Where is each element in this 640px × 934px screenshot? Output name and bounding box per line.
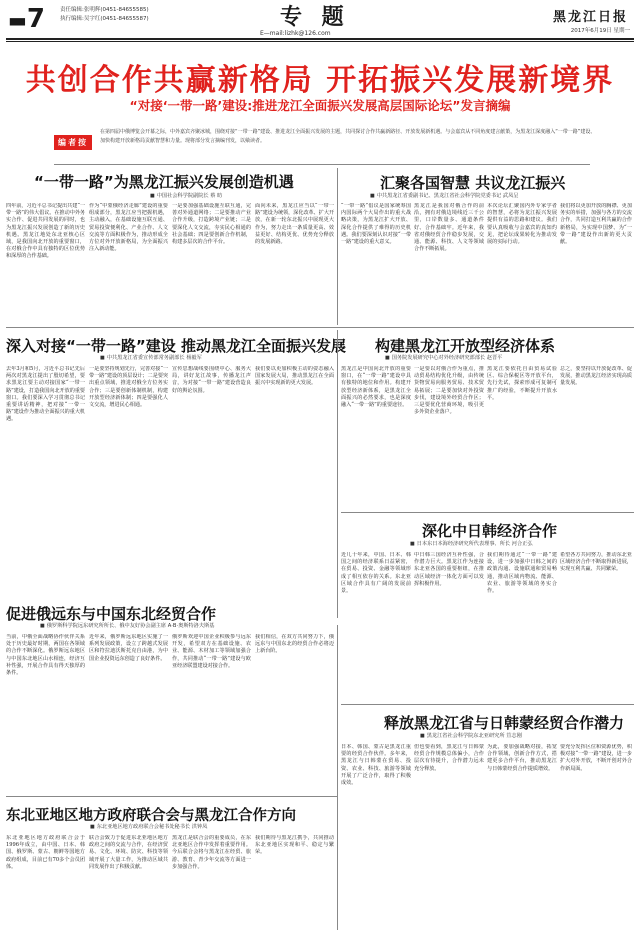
article-column: 面向未来，黑龙江应当以“一带一路”建设为统领，深化改革、扩大开放，在新一轮东北振兴中展现更大作为，努力走出一条质量更高、效益更好、结构更优、优势充分释放的发展新路。 — [255, 203, 334, 246]
article-column: 希望各方共同努力，推动东北亚区域经济合作不断取得新进展，实现互利共赢、共同繁荣。 — [560, 552, 632, 573]
article-column: 为此，要加强战略对接，拓宽合作领域，创新合作方式，搭建更多合作平台，推动黑龙江与日韩蒙经贸合作提质增效。 — [487, 744, 557, 772]
section-divider — [341, 704, 634, 705]
editor-credits — [60, 6, 149, 24]
article-headline: “一带一路”为黑龙江振兴发展创造机遇 — [34, 173, 294, 191]
article-column: 但也要看到，黑龙江与日韩蒙经贸合作规模总体偏小，合作层次有待提升，合作潜力远未充分释放。 — [414, 744, 484, 772]
article-column: 我们期待与黑龙江携手，共同推动东北亚地区实现和平、稳定与繁荣。 — [255, 835, 334, 856]
masthead-rule — [6, 38, 634, 40]
newspaper-name: 黑龙江日报 — [552, 10, 628, 25]
article-byline: ■ 国务院发展研究中心对外经济研究部部长 赵晋平 — [385, 354, 502, 361]
article-column: 我们期待通过“一带一路”建设，进一步加强中日韩之间的政策沟通、设施联通和贸易畅通，推动区域内物流、能源、农业、旅游等领域的务实合作。 — [487, 552, 557, 595]
section-title: 专 题 — [280, 5, 350, 30]
article-headline: 汇聚各国智慧 共议龙江振兴 — [380, 174, 566, 192]
article-column: 总之，要坚持以开放促改革、促发展，推动黑龙江经济实现高质量发展。 — [560, 366, 632, 387]
article-column: 东北亚地区地方政府联合会于1996年成立，由中国、日本、韩国、俄罗斯、蒙古、朝鲜等国地方政府组成，目前已有70多个会员团体。 — [6, 835, 85, 870]
article-column: 宣传思想战线要围绕中心、服务大局，讲好龙江故事，传播龙江声音，为对接“一带一路”建设营造良好的舆论氛围。 — [172, 366, 251, 394]
article-column: 去年3月和5月，习近平总书记先后两次对黑龙江提出了殷切希望，要求黑龙江要主动对接国家“一带一路”建设，打造我国向北开放的重要窗口。我们要深入学习贯彻总书记重要讲话精神，把对接“一带一路”建设作为推动全面振兴的重大机遇。 — [6, 366, 85, 423]
issue-date: 2017年6月19日 星期一 — [570, 28, 630, 34]
article-column: 一是要加强基础设施互联互通，完善对外通道网络；二是要推动产业合作升级，打造跨境产业链；三是要深化人文交流，夯实民心相通的社会基础；四是要创新合作机制，构建多层次的合作平台。 — [172, 203, 251, 246]
article-column: 黑龙江是联合会的重要成员，在东北亚地区合作中发挥着重要作用。今后联合会将与黑龙江在经贸、旅游、教育、青少年交流等方面进一步加强合作。 — [172, 835, 251, 870]
article-byline: ■ 日本东日本海经济研究所代表理事、所长 河合正弘 — [410, 540, 533, 547]
article-column: 本次论坛汇聚国内外专家学者的智慧，必将为龙江振兴发展提供有益的思路和建议。我们要认真吸收与会嘉宾的真知灼见，把论坛成果转化为推动发展的实际行动。 — [487, 203, 557, 246]
article-column: 我们将以更加开放的胸襟、更加务实的举措，加强与各方的交流合作，共同打造互利共赢的合作新格局，为实现中国梦、为“一带一路”建设作出新的更大贡献。 — [560, 203, 632, 246]
article-column: 我们相信，在双方共同努力下，俄远东与中国东北的经贸合作必将迈上新台阶。 — [255, 634, 334, 655]
article-column: 四年前，习近平总书记提出共建“一带一路”的伟大倡议。在推动中外务实合作、促进共同发展的同时，也为黑龙江振兴发展创造了新的历史机遇。黑龙江地处东北亚核心区域，是我国向北开放的重要窗口，在对俄合作中具有独特的区位优势和深厚的合作基础。 — [6, 203, 85, 260]
editor-note-text: 在第四届中俄博览会开幕之际，中外嘉宾齐聚冰城，围绕对接“一带一路”建设、推进龙江全面振兴发展的主题，共同探讨合作共赢新路径、开放发展新机遇。与会嘉宾从不同角度建言献策，为黑龙江深度融入“一带一路”建设、加快构建开放新格局贡献智慧和力量。现将部分发言摘编刊发，以飨读者。 — [100, 129, 596, 144]
article-byline: ■ 东北亚地区地方政府联合会秘书处秘书长 洪钟凤 — [90, 823, 207, 830]
column-divider — [337, 330, 338, 618]
article-column: 当前，中俄全面战略协作伙伴关系处于历史最好时期，两国在各领域的合作不断深化。俄罗斯远东地区与中国东北地区山水相连，经济互补性强，开展合作具有得天独厚的条件。 — [6, 634, 85, 677]
article-column: 近几十年来，中国、日本、韩国之间的经济联系日益紧密，在贸易、投资、金融等领域形成了相互依存的关系。东北亚区域合作具有广阔的发展前景。 — [341, 552, 411, 595]
article-column: 一是要以对俄合作为重点，推动贸易结构优化升级，由传统货物贸易向服务贸易、技术贸易拓展；二是要加快对外投资步伐，建设境外经贸合作区；三是要优化营商环境，吸引更多外资企业落户。 — [414, 366, 484, 416]
article-byline: ■ 俄罗斯科学院远东研究所所长、俄中友好协会副主席 A·B·奥斯特洛夫斯基 — [40, 622, 214, 629]
article-column: 黑龙江要依托自由贸易试验区、综合保税区等开放平台，先行先试，探索形成可复制可推广的经验，不断提升开放水平。 — [487, 366, 557, 401]
section-divider — [6, 327, 634, 328]
article-byline: ■ 中共黑龙江省委副书记、黑龙江省社会科学院党委书记 武凤呈 — [370, 192, 518, 199]
article-byline: ■ 中共黑龙江省委宣传部常务副部长 杨毅军 — [100, 354, 202, 361]
article-column: 要充分发挥区位和资源优势，积极对接“一带一路”建设，进一步扩大对外开放，不断开创对外合作新局面。 — [560, 744, 632, 772]
article-headline: 东北亚地区地方政府联合会与黑龙江合作方向 — [6, 808, 296, 824]
masthead-rule-thin — [6, 41, 634, 42]
article-column: 一是要坚持规划先行，完善对接“一带一路”建设的顶层设计；二是要突出重点领域，推进对俄全方位务实合作；三是要创新体制机制，构建开放型经济新体制；四是要强化人文交流，增进民心相通。 — [89, 366, 168, 409]
article-headline: 深入对接“一带一路”建设 推动黑龙江全面振兴发展 — [6, 337, 346, 355]
article-column: 日本、韩国、蒙古是黑龙江重要的经贸合作伙伴。多年来，黑龙江与日韩蒙在贸易、投资、农业、科技、旅游等领域开展了广泛合作，取得了积极成效。 — [341, 744, 411, 787]
article-column: 近年来，俄罗斯远东地区实施了一系列发展政策，设立了跨越式发展区和符拉迪沃斯托克自由港，为中国企业投资远东创造了良好条件。 — [89, 634, 168, 662]
page-number: ▬7 — [8, 4, 44, 34]
article-column: 我们要以更加积极主动的姿态融入国家发展大局，推动黑龙江在全面振兴中实现新的更大发展。 — [255, 366, 334, 387]
section-divider — [6, 796, 337, 797]
main-banner-headline: 共创合作共赢新格局 开拓振兴发展新境界 — [25, 63, 615, 98]
article-column: 联合会致力于促进东北亚地区地方政府之间的交流与合作，在经济贸易、文化、环境、防灾、科技等领域开展了大量工作，为推动区域共同发展作出了积极贡献。 — [89, 835, 168, 870]
column-divider — [337, 625, 338, 930]
section-divider — [54, 164, 590, 165]
banner-subheadline: “对接‘一带一路’建设:推进龙江全面振兴发展高层国际论坛”发言摘编 — [129, 98, 511, 113]
executive-editor-line: 执行编辑:吴宇红(0451-84655587) — [60, 16, 149, 22]
article-column: 作为“中蒙俄经济走廊”建设的重要组成部分，黑龙江应当把握机遇，主动融入，在基础设施互联互通、贸易投资便利化、产业合作、人文交流等方面积极作为，推动形成全方位对外开放新格局，为全面振兴注入新动能。 — [89, 203, 168, 253]
article-column: 俄罗斯欢迎中国企业积极参与远东开发，希望双方在基础设施、农业、能源、木材加工等领域加强合作，共同推动“一带一路”建设与欧亚经济联盟建设对接合作。 — [172, 634, 251, 669]
article-column: “一带一路”倡议是国家统筹国内国际两个大局作出的重大战略决策，为黑龙江扩大开放、深化合作提供了难得的历史机遇。我们要深刻认识对接“一带一路”建设的重大意义。 — [341, 203, 411, 246]
editor-note-tag: 编者按 — [54, 135, 92, 150]
article-column: 黑龙江是中国向北开放的重要窗口，在“一带一路”建设中具有独特的地位和作用。构建开放型经济新体系，是黑龙江全面振兴的必然要求，也是深度融入“一带一路”的重要途径。 — [341, 366, 411, 409]
editor-line: 责任编辑:张明辉(0451-84655585) — [60, 7, 149, 13]
article-headline: 释放黑龙江省与日韩蒙经贸合作潜力 — [384, 714, 625, 732]
column-divider — [337, 168, 338, 325]
article-headline: 构建黑龙江开放型经济体系 — [375, 337, 556, 355]
article-column: 中日韩三国经济互补性强，合作潜力巨大。黑龙江作为连接东北亚各国的重要枢纽，在推动区域经济一体化方面可以发挥积极作用。 — [414, 552, 484, 587]
section-divider — [341, 512, 634, 513]
article-byline: ■ 黑龙江省社会科学院东北亚研究所 笪志刚 — [420, 732, 522, 739]
article-headline: 促进俄远东与中国东北经贸合作 — [6, 605, 217, 623]
article-headline: 深化中日韩经济合作 — [422, 522, 558, 540]
section-email: E—mail:lizhk@126.com — [260, 30, 331, 37]
article-byline: ■ 中国社会科学院副院长 蔡 昉 — [150, 192, 222, 199]
article-column: 黑龙江是我国对俄合作的前沿，拥有对俄边境线近三千公里，口岸数量多、通道条件好、合作基础牢。近年来，我省对俄经贸合作稳步发展，交通、能源、科技、人文等领域合作不断拓展。 — [414, 203, 484, 253]
